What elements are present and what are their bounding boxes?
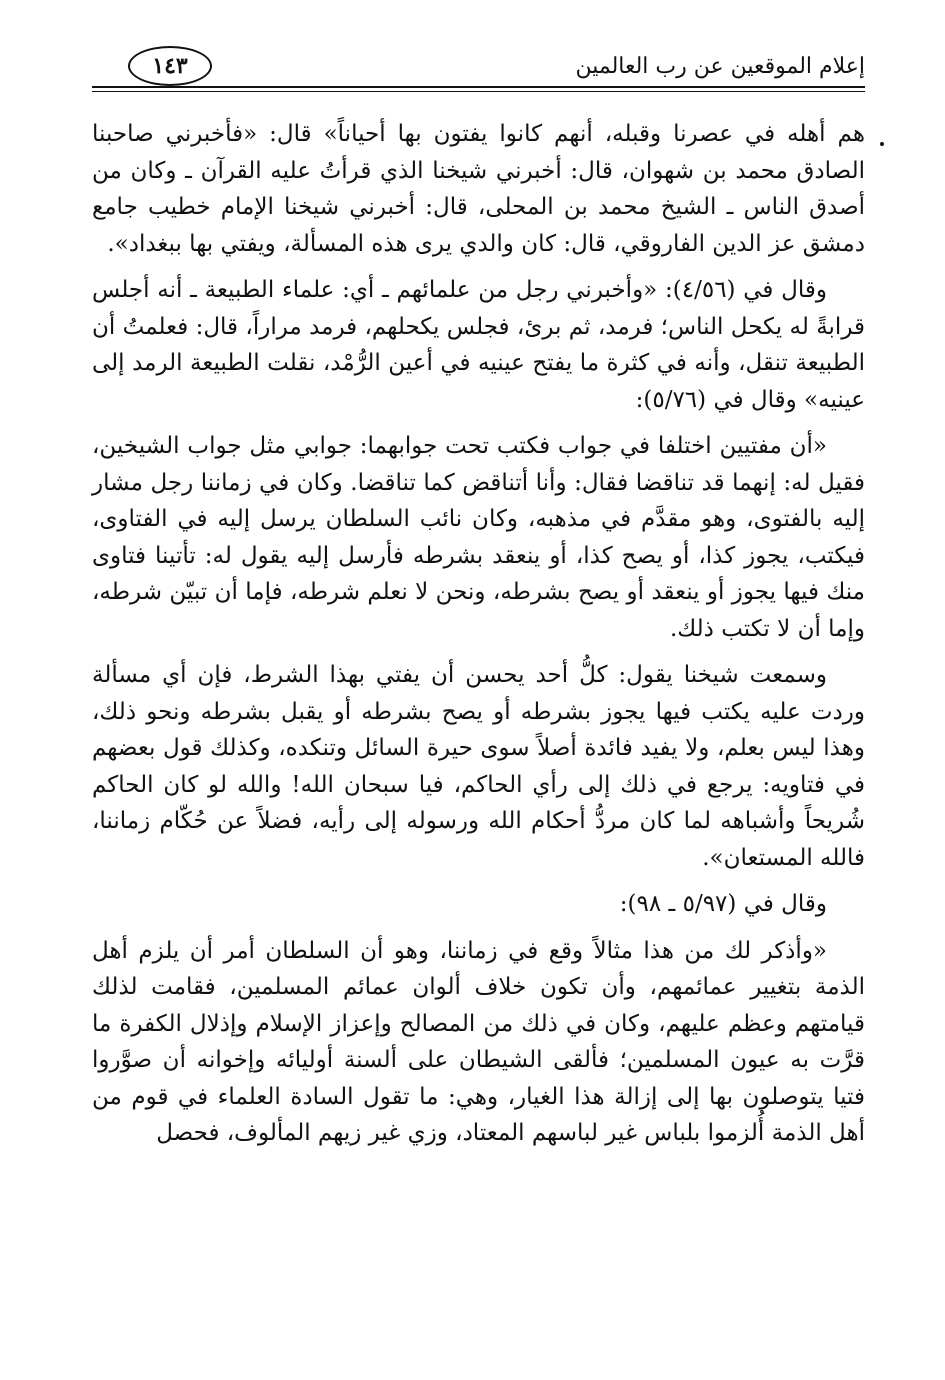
margin-mark <box>880 142 884 146</box>
page-number: ١٤٣ <box>128 46 212 86</box>
page-body <box>92 116 865 1162</box>
paragraph-1: هم أهله في عصرنا وقبله، أنهم كانوا يفتون بها أحياناً» قال: «فأخبرني صاحبنا الصادق محمد بن شهوان، قال: أخبرني شيخنا الذي قرأتُ عليه القرآن ـ وكان من أصدق الناس ـ الشيخ محمد بن المحلى، قال: أخبرني شيخنا الإمام خطيب جامع دمشق عز الدين الفاروقي، قال: كان والدي يرى هذه المسألة، ويفتي بها ببغداد». <box>92 121 865 257</box>
paragraph-4: وسمعت شيخنا يقول: كلُّ أحد يحسن أن يفتي بهذا الشرط، فإن أي مسألة وردت عليه يكتب فيها يجوز بشرطه أو يصح بشرطه أو يقبل بشرطه ونحو ذلك، وهذا ليس بعلم، ولا يفيد فائدة أصلاً سوى حيرة السائل وتنكده، وكذلك قول بعضهم في فتاويه: يرجع في ذلك إلى رأي الحاكم، فيا سبحان الله! والله لو كان الحاكم شُريحاً وأشباهه لما كان مردُّ أحكام الله ورسوله إلى رأيه، فضلاً عن حُكّام زماننا، فالله المستعان». <box>92 662 865 871</box>
paragraph-5: وقال في (٥/٩٧ ـ ٩٨): <box>619 891 827 917</box>
paragraph-3: «أن مفتيين اختلفا في جواب فكتب تحت جوابهما: جوابي مثل جواب الشيخين، فقيل له: إنهما قد تناقضا فقال: وأنا أتناقض كما تناقضا. وكان في زماننا رجل مشار إليه بالفتوى، وهو مقدَّم في مذهبه، وكان نائب السلطان يرسل إليه في الفتاوى، فيكتب، يجوز كذا، أو يصح كذا، أو ينعقد بشرطه فأرسل إليه يقول له: تأتينا فتاوى منك فيها يجوز أو ينعقد أو يصح بشرطه، ونحن لا نعلم شرطه، فإما أن تبيّن شرطه، وإما أن لا تكتب ذلك. <box>92 433 865 642</box>
book-title: إعلام الموقعين عن رب العالمين <box>575 54 865 79</box>
paragraph-2: وقال في (٤/٥٦): «وأخبرني رجل من علمائهم ـ أي: علماء الطبيعة ـ أنه أجلس قرابةً له يكحل الناس؛ فرمد، ثم برئ، فجلس يكحلهم، فرمد مراراً، قال: فعلمتُ أن الطبيعة تنقل، وأنه في كثرة ما يفتح عينيه في أعين الرُّمْد، نقلت الطبيعة الرمد إلى عينيه» وقال في (٥/٧٦): <box>92 277 865 413</box>
header-rule-thin <box>92 91 865 92</box>
paragraph-6: «وأذكر لك من هذا مثالاً وقع في زماننا، وهو أن السلطان أمر أن يلزم أهل الذمة بتغيير عمائمهم، وأن تكون خلاف ألوان عمائم المسلمين، فقامت لذلك قيامتهم وعظم عليهم، وكان في ذلك من المصالح وإعزاز الإسلام وإذلال الكفرة ما قرَّت به عيون المسلمين؛ فألقى الشيطان على ألسنة أوليائه وإخوانه أن صوَّروا فتيا يتوصلون بها إلى إزالة هذا الغيار، وهي: ما تقول السادة العلماء في قوم من أهل الذمة أُلزموا بلباس غير لباسهم المعتاد، وزي غير زيهم المألوف، فحصل <box>92 937 865 1146</box>
header-rule-thick <box>92 86 865 88</box>
page-header <box>92 44 865 100</box>
